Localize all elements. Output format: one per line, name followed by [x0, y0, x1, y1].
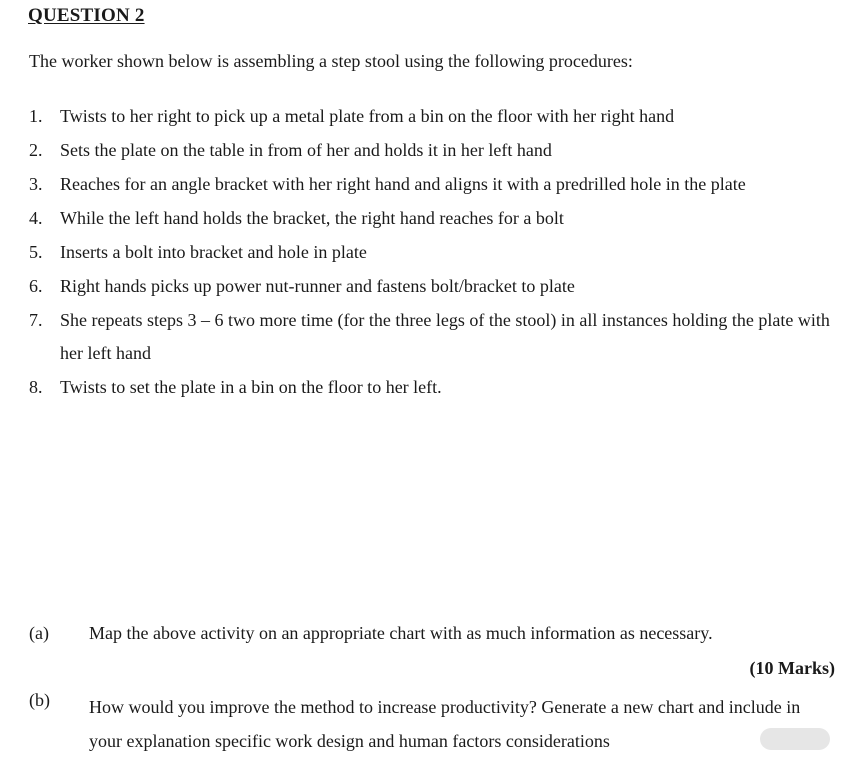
procedure-step-6: [29, 270, 841, 303]
step-text: Inserts a bolt into bracket and hole in plate: [60, 242, 367, 262]
step-text: Twists to set the plate in a bin on the floor to her left.: [60, 377, 442, 397]
part-label: (b): [29, 690, 50, 710]
step-number: 1.: [29, 106, 43, 126]
part-text: How would you improve the method to increase productivity? Generate a new chart and include in your explanation specific work design and human factors considerations: [89, 697, 801, 751]
step-number: 3.: [29, 174, 43, 194]
intro-text: The worker shown below is assembling a step stool using the following procedures:: [29, 51, 633, 71]
procedure-step-7: [29, 304, 841, 370]
step-number: 7.: [29, 310, 43, 330]
marks-label: (10 Marks): [749, 658, 835, 678]
step-number: 6.: [29, 276, 43, 296]
procedure-step-5: [29, 236, 841, 269]
step-number: 5.: [29, 242, 43, 262]
procedure-step-3: [29, 168, 841, 201]
step-text: While the left hand holds the bracket, the right hand reaches for a bolt: [60, 208, 564, 228]
procedure-step-1: [29, 100, 841, 133]
step-text: Sets the plate on the table in from of her and holds it in her left hand: [60, 140, 552, 160]
procedure-list: [29, 100, 841, 405]
part-text: Map the above activity on an appropriate chart with as much information as necessary.: [89, 623, 713, 643]
procedure-step-2: [29, 134, 841, 167]
scan-smudge: [760, 728, 830, 750]
step-number: 4.: [29, 208, 43, 228]
step-text: Right hands picks up power nut-runner and fastens bolt/bracket to plate: [60, 276, 575, 296]
step-text: Reaches for an angle bracket with her right hand and aligns it with a predrilled hole in the plate: [60, 174, 746, 194]
procedure-step-8: [29, 371, 841, 404]
step-number: 8.: [29, 377, 43, 397]
question-heading: QUESTION 2: [28, 5, 145, 26]
step-number: 2.: [29, 140, 43, 160]
part-label: (a): [29, 623, 49, 643]
step-text: Twists to her right to pick up a metal plate from a bin on the floor with her right hand: [60, 106, 675, 126]
procedure-step-4: [29, 202, 841, 235]
step-text: She repeats steps 3 – 6 two more time (for the three legs of the stool) in all instances holding the plate with her left hand: [60, 310, 830, 363]
